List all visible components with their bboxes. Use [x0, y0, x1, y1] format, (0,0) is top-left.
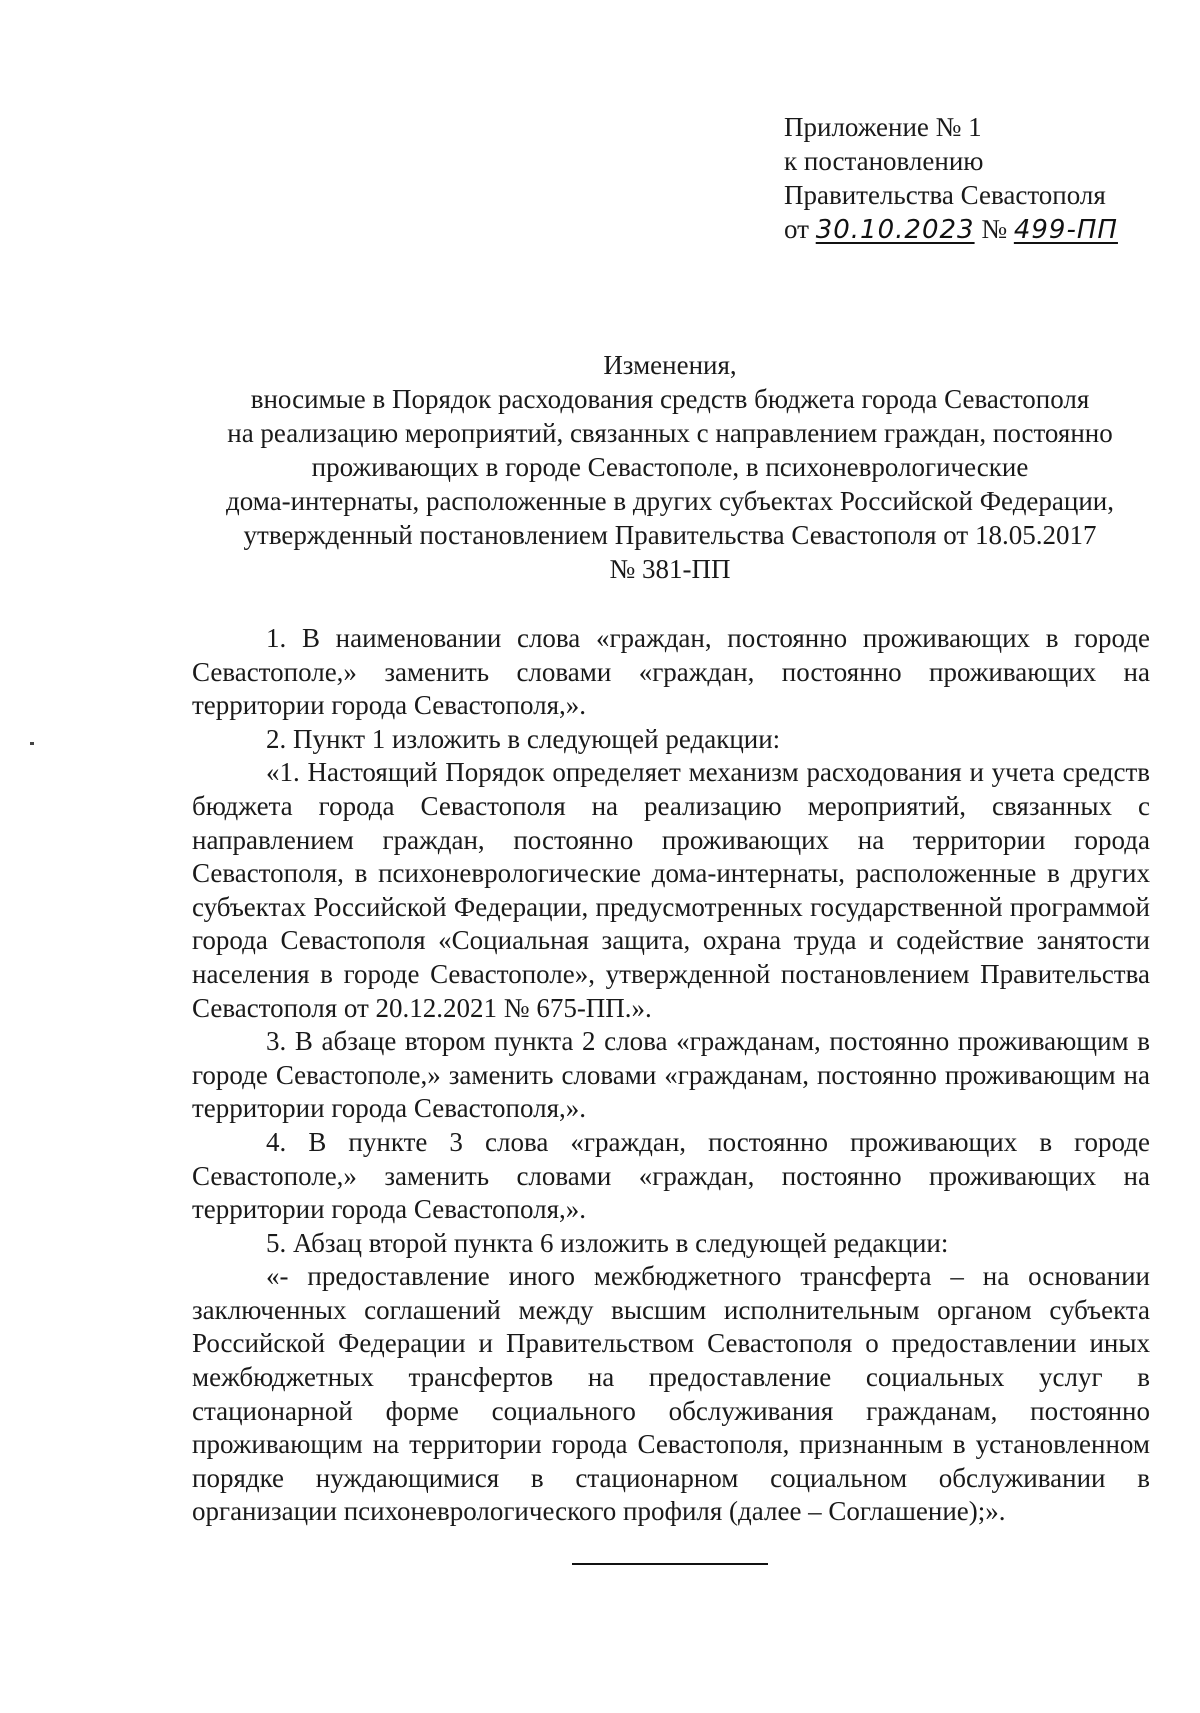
paragraph-3: 3. В абзаце втором пункта 2 слова «гражданам, постоянно проживающим в городе Севастополе,» заменить словами «гражданам, постоянно проживающим на территории города Севастополя,».: [192, 1026, 1150, 1124]
end-separator-line: [572, 1563, 768, 1565]
appendix-line-number: Приложение № 1: [784, 112, 982, 142]
scan-speck: [30, 742, 34, 745]
paragraph-2: 2. Пункт 1 изложить в следующей редакции:: [266, 723, 781, 754]
document-body: [192, 622, 1150, 1529]
handwritten-date: 30.10.2023: [815, 215, 975, 245]
title-line: утвержденный постановлением Правительства Севастополя от 18.05.2017: [243, 520, 1097, 550]
paragraph-2-quote: «1. Настоящий Порядок определяет механизм расходования и учета средств бюджета города Севастополя на реализацию мероприятий, связанных с направлением граждан, постоянно проживающих на территории города Севастополя, в психоневрологические дома-интернаты, расположенные в других субъектах Российской Федерации, предусмотренных государственной программой города Севастополя «Социальная защита, охрана труда и содействие занятости населения в городе Севастополе», утвержденной постановлением Правительства Севастополя от 20.12.2021 № 675-ПП.».: [192, 757, 1150, 1023]
paragraph-4: 4. В пункте 3 слова «граждан, постоянно проживающих в городе Севастополе,» заменить словами «граждан, постоянно проживающих на территории города Севастополя,».: [192, 1126, 1150, 1225]
appendix-date-line: [784, 212, 1118, 247]
document-title: [190, 348, 1150, 586]
title-line: дома-интернаты, расположенные в других субъектах Российской Федерации,: [225, 486, 1114, 516]
title-line: № 381-ПП: [609, 554, 731, 584]
title-line: проживающих в городе Севастополе, в психоневрологические: [311, 452, 1029, 482]
from-label: от: [784, 214, 809, 244]
paragraph-5: 5. Абзац второй пункта 6 изложить в следующей редакции:: [266, 1227, 949, 1258]
appendix-header: [784, 110, 1118, 247]
title-line: вносимые в Порядок расходования средств бюджета города Севастополя: [250, 384, 1090, 414]
paragraph-1: 1. В наименовании слова «граждан, постоянно проживающих в городе Севастополе,» заменить словами «граждан, постоянно проживающих на территории города Севастополя,».: [192, 623, 1150, 721]
appendix-line-government: Правительства Севастополя: [784, 180, 1106, 210]
title-line: на реализацию мероприятий, связанных с направлением граждан, постоянно: [227, 418, 1113, 448]
appendix-line-resolution: к постановлению: [784, 146, 984, 176]
handwritten-number: 499-ПП: [1013, 215, 1118, 245]
title-heading: Изменения,: [603, 350, 737, 380]
number-label: №: [981, 214, 1008, 244]
paragraph-5-quote: «- предоставление иного межбюджетного трансферта – на основании заключенных соглашений между высшим исполнительным органом субъекта Российской Федерации и Правительством Севастополя о предоставлении иных межбюджетных трансфертов на предоставление социальных услуг в стационарной форме социального обслуживания гражданам, постоянно проживающим на территории города Севастополя, признанным в установленном порядке нуждающимися в стационарном социальном обслуживании в организации психоневрологического профиля (далее – Соглашение);».: [192, 1261, 1150, 1527]
